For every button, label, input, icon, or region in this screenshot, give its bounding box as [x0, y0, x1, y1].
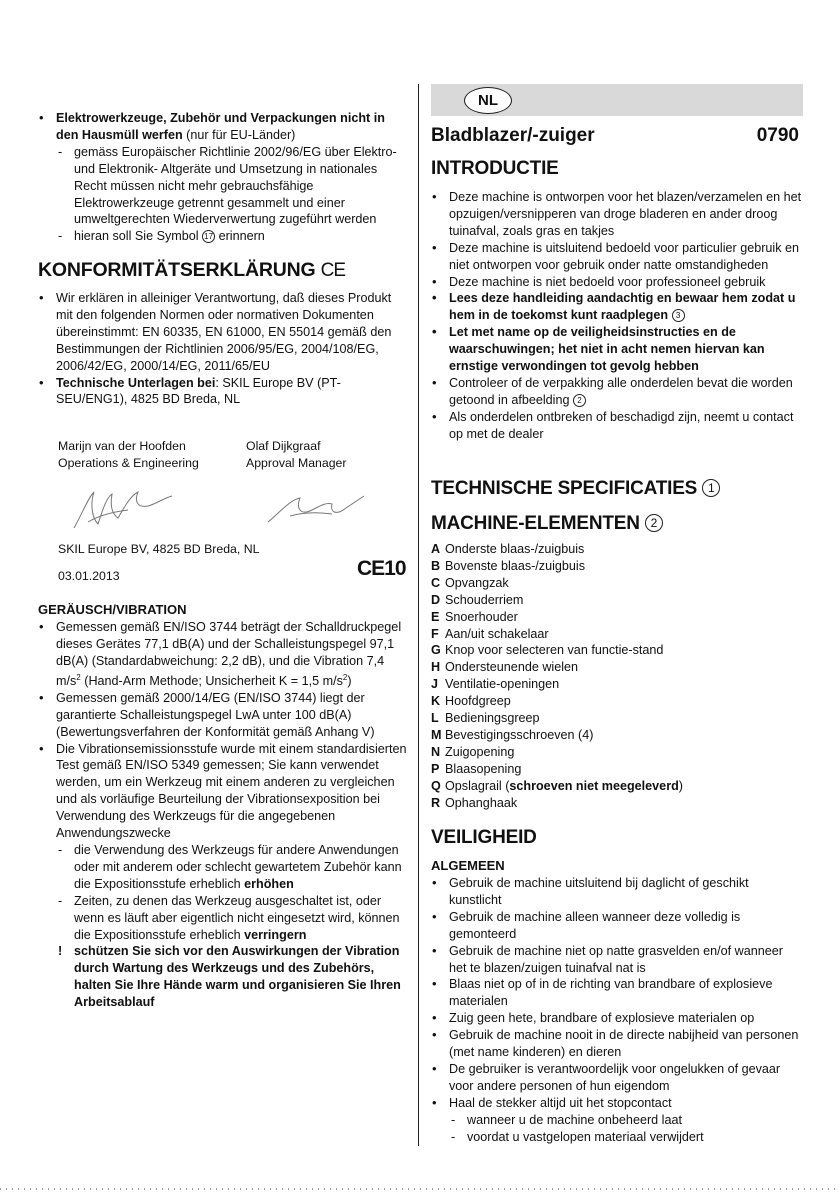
element-letter: G [431, 643, 441, 658]
intro-bullet-4 [431, 290, 803, 324]
safety-bullet-2: • Gebruik de machine alleen wanneer deze volledig is gemonteerd [431, 909, 803, 943]
language-badge: NL [464, 87, 512, 114]
signature-2-image [260, 490, 370, 530]
waste-list [38, 110, 410, 245]
waste-dash-2 [38, 228, 410, 245]
safety-bullet-5: • Zuig geen hete, brandbare of explosieve materialen op [431, 1010, 803, 1027]
element-item [431, 693, 803, 710]
waste-dash-1: - gemäss Europäischer Richtlinie 2002/96/EG über Elektro- und Elektronik- Altgeräte und Umsetzung in nationales Recht müssen nicht mehr gebrauchsfähige Elektrowerkzeuge getrennt gesammelt und einer umweltgerechten Wiederverwertung zugeführt werden [38, 144, 410, 229]
element-text: Snoerhouder [445, 609, 518, 624]
safety-list [431, 875, 803, 1146]
element-text: Bedieningsgreep [445, 711, 540, 726]
element-text: Ventilatie-openingen [445, 677, 560, 692]
symbol-2-large-icon: 2 [645, 514, 663, 532]
safety-bullet-6: • Gebruik de machine nooit in de directe nabijheid van personen (met name kinderen) en dieren [431, 1027, 803, 1061]
element-text: Zuigopening [445, 744, 515, 759]
conformity-bullet-1: • Wir erklären in alleiniger Verantwortung, daß dieses Produkt mit den folgenden Normen oder normativen Dokumenten übereinstimmt: EN 60335, EN 61000, EN 55014 gemäß den Bestimmungen der Richtlinien 2006/95/EG, 2004/108/EG, 2006/42/EG, 2000/14/EG, 2011/65/EU [38, 290, 410, 375]
safety-dash-2: - voordat u vastgelopen materiaal verwijdert [431, 1129, 803, 1146]
product-model: 0790 [756, 125, 799, 146]
signatory-1-title: Operations & Engineering [58, 455, 199, 470]
noise-dash-1-text: die Verwendung des Werkzeugs für andere Anwendungen oder mit anderem oder schlecht gewartetem Zubehör kann die Expositionsstufe erheblich [74, 842, 402, 891]
intro-bullet-4-text: Lees deze handleiding aandachtig en bewaar hem zodat u hem in de toekomst kunt raadplegen [449, 291, 796, 323]
signatory-2-title: Approval Manager [246, 455, 347, 470]
element-item [431, 676, 803, 693]
element-q-bold: schroeven niet meegeleverd [509, 778, 679, 793]
signatory-1-name: Marijn van der Hoofden [58, 439, 186, 453]
safety-dash-1: - wanneer u de machine onbeheerd laat [431, 1112, 803, 1129]
element-letter: A [431, 542, 441, 556]
conformity-bullet-2 [38, 375, 410, 409]
intro-bullet-1: • Deze machine is ontworpen voor het blazen/verzamelen en het opzuigen/versnipperen van droge bladeren en ander droog tuinafval, zoals gras en takjes [431, 189, 803, 240]
noise-dash-2-bold: verringern [244, 927, 307, 942]
symbol-17-icon: 17 [202, 230, 215, 243]
element-text: Knop voor selecteren van functie-stand [445, 643, 664, 658]
element-letter: E [431, 609, 440, 624]
waste-dash-2-end: erinnern [218, 229, 265, 244]
element-item [431, 727, 803, 744]
element-item [431, 592, 803, 609]
element-letter: F [431, 626, 439, 641]
element-q [431, 778, 803, 795]
intro-bullet-2: • Deze machine is uitsluitend bedoeld voor particulier gebruik en niet ontworpen voor gebruik onder natte omstandigheden [431, 240, 803, 274]
waste-bullet [38, 110, 410, 144]
element-q-end: ) [678, 778, 683, 793]
element-letter: N [431, 744, 441, 759]
symbol-1-icon: 1 [702, 479, 720, 497]
element-text: Schouderriem [445, 592, 524, 607]
noise-list [38, 619, 410, 1011]
element-r-letter: R [431, 795, 441, 810]
noise-b1-text-2: (Hand-Arm Methode; Unsicherheit K = 1,5 m/s [80, 673, 343, 688]
elements-list [431, 541, 803, 812]
safety-bullet-8: • Haal de stekker altijd uit het stopcontact [431, 1095, 803, 1112]
safety-bullet-1: • Gebruik de machine uitsluitend bij daglicht of geschikt kunstlicht [431, 875, 803, 909]
element-letter: P [431, 761, 440, 776]
product-name: Bladblazer/-zuiger [431, 125, 595, 146]
element-text: Bevestigingsschroeven (4) [445, 727, 594, 742]
element-item [431, 744, 803, 761]
symbol-2-icon: 2 [573, 394, 586, 407]
element-item [431, 710, 803, 727]
declaration-date: 03.01.2013 [58, 569, 120, 583]
element-letter: C [431, 575, 441, 590]
element-letter: L [431, 711, 439, 726]
safety-subheading: ALGEMEEN [431, 858, 505, 873]
intro-bullet-6 [431, 375, 803, 409]
waste-rest-text: (nur für EU-Länder) [182, 127, 296, 142]
element-text: Aan/uit schakelaar [445, 626, 549, 641]
noise-b1-text: Gemessen gemäß EN/ISO 3744 beträgt der Schalldruckpegel dieses Gerätes 77,1 dB(A) und der Schalleistungspegel 97,1 dB(A) (Standardabweichung: 2,2 dB), und die Vibration 7,4 m/s [56, 620, 402, 688]
noise-bullet-1 [38, 619, 410, 690]
noise-b1-sup: 2 [76, 672, 81, 682]
element-text: Blaasopening [445, 761, 522, 776]
element-text: Hoofdgreep [445, 694, 511, 709]
element-item [431, 626, 803, 643]
element-letter: D [431, 592, 441, 607]
element-letter: K [431, 694, 441, 709]
intro-bullet-5: • Let met name op de veiligheidsinstructies en de waarschuwingen; het niet in acht nemen hiervan kan ernstige verwondingen tot gevolg hebben [431, 324, 803, 375]
noise-b1-sup-2: 2 [342, 672, 348, 682]
intro-bullet-7: • Als onderdelen ontbreken of beschadigd zijn, neemt u contact op met de dealer [431, 409, 803, 443]
element-text: Opvangzak [445, 575, 509, 590]
element-text: Onderste blaas-/zuigbuis [445, 542, 585, 556]
element-item [431, 659, 803, 676]
element-item [431, 575, 803, 592]
conformity-heading [38, 259, 346, 281]
noise-heading: GERÄUSCH/VIBRATION [38, 602, 187, 617]
conformity-list [38, 290, 410, 408]
noise-b1-text-3: ) [347, 673, 352, 688]
element-text: Ondersteunende wielen [445, 660, 579, 675]
intro-bullet-6-text: Controleer of de verpakking alle onderdelen bevat die worden getoond in afbeelding [449, 375, 793, 407]
signatory-2 [246, 438, 406, 472]
safety-bullet-7: • De gebruiker is verantwoordelijk voor ongelukken of gevaar voor andere personen of hun eigendom [431, 1061, 803, 1095]
safety-bullet-3: • Gebruik de machine niet op natte grasvelden en/of wanneer het te blazen/zuigen tuinafval nat is [431, 943, 803, 977]
tech-spec-heading [431, 479, 720, 498]
noise-dash-2-text: Zeiten, zu denen das Werkzeug ausgeschaltet ist, oder wenn es läuft aber eigentlich nicht eingesetzt wird, können die Expositionsstufe erheblich [74, 893, 400, 942]
elements-heading-text: MACHINE-ELEMENTEN [431, 513, 640, 534]
ce-mark-icon: CE [320, 260, 346, 281]
element-q-letter: Q [431, 778, 441, 793]
element-letter: H [431, 660, 441, 675]
conformity-heading-text: KONFORMITÄTSERKLÄRUNG [38, 259, 316, 281]
signature-1-image [68, 484, 178, 534]
page-edge-marks [0, 1188, 840, 1190]
safety-bullet-4: • Blaas niet op of in de richting van brandbare of explosieve materialen [431, 976, 803, 1010]
waste-dash-2-text: hieran soll Sie Symbol [74, 229, 199, 244]
element-r [431, 795, 803, 812]
element-item [431, 609, 803, 626]
element-q-text: Opslagrail ( [445, 778, 510, 793]
element-letter: B [431, 558, 441, 573]
element-text: Bovenste blaas-/zuigbuis [445, 558, 586, 573]
product-title-row [431, 125, 803, 146]
element-r-text: Ophanghaak [445, 795, 518, 810]
intro-bullet-3: • Deze machine is niet bedoeld voor professioneel gebruik [431, 274, 803, 291]
company-address: SKIL Europe BV, 4825 BD Breda, NL [58, 542, 260, 556]
element-item [431, 558, 803, 575]
tech-docs-address: : SKIL Europe BV (PT-SEU/ENG1), 4825 BD Breda, NL [56, 375, 341, 407]
signatory-2-name: Olaf Dijkgraaf [246, 439, 321, 453]
element-letter: M [431, 727, 442, 742]
element-item [431, 642, 803, 659]
tech-docs-label: Technische Unterlagen bei [56, 375, 216, 390]
column-divider [418, 84, 419, 1146]
signatory-1 [58, 438, 238, 472]
element-item [431, 761, 803, 778]
noise-bullet-3: • Die Vibrationsemissionsstufe wurde mit einem standardisierten Test gemäß EN/ISO 5349 gemessen; Sie kann verwendet werden, um ein Werkzeug mit einem anderen zu vergleichen und als vorläufige Beurteilung der Vibrationsexposition bei Verwendung des Werkzeugs für die angegebenen Anwendungszwecke [38, 741, 410, 842]
elements-items [431, 541, 803, 778]
intro-list [431, 189, 803, 443]
noise-bullet-2: • Gemessen gemäß 2000/14/EG (EN/ISO 3744) liegt der garantierte Schalleistungspegel LwA unter 100 dB(A) (Bewertungsverfahren der Konformität gemäß Anhang V) [38, 690, 410, 741]
tech-spec-heading-text: TECHNISCHE SPECIFICATIES [431, 478, 698, 499]
element-item [431, 541, 803, 558]
waste-bold-text: Elektrowerkzeuge, Zubehör und Verpackungen nicht in den Hausmüll werfen [56, 111, 385, 142]
noise-dash-1 [38, 842, 410, 893]
noise-dash-2 [38, 893, 410, 944]
ce-year-mark: CE10 [357, 557, 406, 580]
elements-heading [431, 514, 663, 533]
symbol-3-icon: 3 [672, 309, 685, 322]
safety-heading: VEILIGHEID [431, 827, 537, 848]
element-letter: J [431, 677, 439, 692]
noise-dash-1-bold: erhöhen [244, 876, 294, 891]
noise-warning: ! schützen Sie sich vor den Auswirkungen der Vibration durch Wartung des Werkzeugs und des Zubehörs, halten Sie Ihre Hände warm und organisieren Sie Ihren Arbeitsablauf [38, 943, 410, 1011]
intro-heading: INTRODUCTIE [431, 158, 559, 179]
